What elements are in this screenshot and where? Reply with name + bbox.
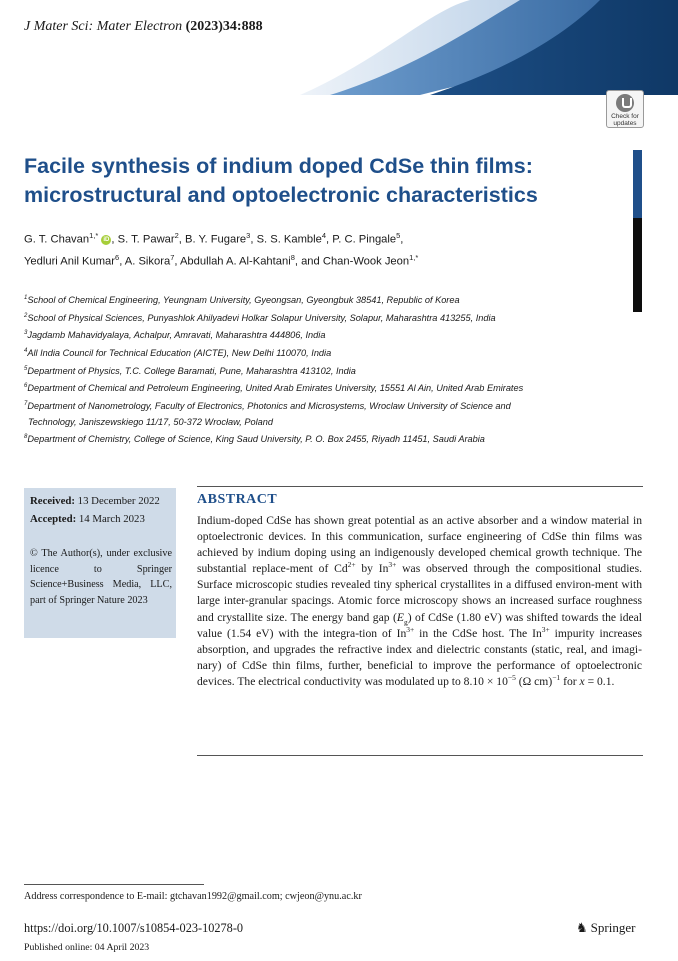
author-affiliation-marker: 1,* <box>409 252 419 262</box>
abstract-segment: impurity increases absorption, and upgrades the refractive index and dielectric constants (static, real, and imagi-nary) of CdSe thin films, further, beneficial to improve the performance of optoelectronic devices. The electrical conductivity was modulated up to 8.10 × 10 <box>197 626 642 688</box>
affiliation-number: 8 <box>24 434 28 441</box>
abstract-segment: (Ω cm) <box>515 674 553 688</box>
doi-link[interactable]: https://doi.org/10.1007/s10854-023-10278-0 <box>24 921 244 935</box>
abstract-symbol: E <box>396 610 404 624</box>
affiliation-item <box>24 326 624 344</box>
abstract-superscript: 3+ <box>388 560 397 570</box>
author-name: P. C. Pingale <box>332 233 397 246</box>
abstract-top-rule <box>197 486 643 487</box>
article-history-box <box>24 488 176 638</box>
affiliation-text: Department of Chemistry, College of Science, King Saud University, P. O. Box 2455, Riyadh 11451, Saudi Arabia <box>27 434 485 445</box>
author-affiliation-marker: 4 <box>321 231 327 240</box>
abstract-bottom-rule <box>197 755 643 756</box>
abstract-segment: = 0.1. <box>584 674 615 688</box>
author-name: Chan-Wook Jeon <box>322 255 410 268</box>
accepted-line <box>30 513 145 525</box>
orcid-icon[interactable]: iD <box>103 236 110 243</box>
affiliation-continuation <box>24 415 624 431</box>
affiliation-text: School of Physical Sciences, Punyashlok Ahilyadevi Holkar Solapur University, Solapur, Maharashtra 413255, India <box>27 312 496 323</box>
author-affiliation-marker: 8 <box>290 252 295 262</box>
accepted-date: 14 March 2023 <box>78 513 145 525</box>
author-affiliation-marker: 1,* <box>89 231 99 240</box>
author-name: A. Sikora <box>124 255 171 268</box>
abstract-text <box>197 513 642 690</box>
author-name: Abdullah A. Al-Kahtani <box>179 255 291 268</box>
author-affiliation-marker: 3 <box>246 231 251 240</box>
affiliation-item <box>24 430 624 448</box>
side-accent-bar <box>633 150 642 312</box>
abstract-segment: was observed through the compositional studies. Surface microscopic studies revealed tiny spherical crystallites in a diffused environ-ment with large inter-granular spacings. Atomic force microscopy shows an increased surface roughness and crystallite size. The energy band gap ( <box>197 562 642 624</box>
received-date: 13 December 2022 <box>77 495 160 507</box>
affiliation-text: Department of Nanometrology, Faculty of Electronics, Photonics and Microsystems, Wroclaw University of Science and <box>27 401 511 411</box>
abstract-segment: Indium-doped CdSe has shown great potential as an active absorber and a window material in optoelectronic devices. In this communication, surface engineering of CdSe thin films was achieved by indium doping using an indigenously developed chemical growth technique. The substantial replace-ment of Cd <box>197 514 642 576</box>
publisher-logo[interactable] <box>576 920 635 936</box>
author-name: Yedluri Anil Kumar <box>24 255 116 268</box>
author-affiliation-marker: 5 <box>396 231 401 240</box>
affiliation-number: 1 <box>24 295 28 301</box>
publisher-name: Springer <box>590 920 636 935</box>
affiliation-item <box>24 362 624 380</box>
abstract-subscript: g <box>403 616 408 626</box>
abstract-symbol: x <box>579 674 585 688</box>
check-for-updates-label: Check for updates <box>611 113 639 127</box>
affiliation-item <box>24 379 624 397</box>
affiliation-item <box>24 397 624 415</box>
abstract-segment: by In <box>355 562 389 576</box>
affiliation-item <box>24 309 624 327</box>
journal-citation <box>24 19 263 35</box>
accepted-label: Accepted: <box>30 513 77 525</box>
published-date: Published online: 04 April 2023 <box>24 942 150 953</box>
author-name: S. S. Kamble <box>256 233 322 246</box>
abstract-superscript: 2+ <box>347 560 356 570</box>
springer-horse-icon: ♞ <box>576 920 588 935</box>
affiliation-text: Technology, Janiszewskiego 11/17, 50-372 Wrocław, Poland <box>28 416 273 427</box>
affiliation-list <box>24 291 624 448</box>
affiliation-text: School of Chemical Engineering, Yeungnam University, Gyeongsan, Gyeongbuk 38541, Republic of Korea <box>27 295 460 306</box>
check-for-updates-badge[interactable] <box>606 90 644 128</box>
check-for-updates-icon <box>616 94 634 112</box>
abstract-segment: ) of CdSe (1.80 eV) was shifted towards the ideal value (1.54 eV) with the integra-tion of In <box>197 610 642 640</box>
footnote-rule <box>24 884 204 885</box>
affiliation-item <box>24 291 624 309</box>
affiliation-number: 6 <box>24 383 28 390</box>
received-line <box>30 495 160 507</box>
affiliation-number: 5 <box>24 365 28 372</box>
affiliation-text: Department of Chemical and Petroleum Engineering, United Arab Emirates University, 15551 Al Ain, United Arab Emirates <box>27 383 524 394</box>
author-name: B. Y. Fugare <box>185 233 247 246</box>
license-statement: © The Author(s), under exclusive licence to Springer Science+Business Media, LLC, part of Springer Nature 2023 <box>30 548 172 606</box>
journal-volume: (2023)34:888 <box>185 19 263 34</box>
affiliation-number: 3 <box>24 330 28 337</box>
affiliation-number: 2 <box>24 312 28 319</box>
abstract-segment: for <box>560 674 580 688</box>
journal-name: J Mater Sci: Mater Electron <box>24 19 183 34</box>
abstract-heading: ABSTRACT <box>197 492 278 507</box>
affiliation-text: Department of Physics, T.C. College Baramati, Pune, Maharashtra 413102, India <box>27 365 356 376</box>
abstract-segment: in the CdSe host. The In <box>414 626 542 640</box>
article-title: Facile synthesis of indium doped CdSe thin films: microstructural and optoelectronic characteristics <box>24 154 538 207</box>
correspondence-note: Address correspondence to E-mail: gtchavan1992@gmail.com; cwjeon@ynu.ac.kr <box>24 891 362 902</box>
author-name: G. T. Chavan <box>24 233 90 246</box>
affiliation-number: 4 <box>24 347 28 354</box>
abstract-superscript: −5 <box>507 673 516 683</box>
received-label: Received: <box>30 495 75 507</box>
author-affiliation-marker: 7 <box>170 252 175 262</box>
author-name: S. T. Pawar <box>117 233 175 246</box>
affiliation-number: 7 <box>24 400 28 407</box>
affiliation-item <box>24 344 624 362</box>
abstract-superscript: 3+ <box>406 624 415 634</box>
affiliation-text: All India Council for Technical Education (AICTE), New Delhi 110070, India <box>27 348 332 359</box>
affiliation-text: Jagdamb Mahavidyalaya, Achalpur, Amravati, Maharashtra 444806, India <box>27 330 326 341</box>
author-affiliation-marker: 2 <box>174 231 179 240</box>
abstract-superscript: 3+ <box>541 624 550 634</box>
author-list: G. T. Chavan$^{1,*}$ iD , S. T. Pawar$^2$, B. Y. Fugare$^3$, S. S. Kamble$^4$, P. C. Pingale$^5$, Yedluri Anil Kumar$^6$, A. Sikora$^7$, Abdullah A. Al-Kahtani$^8$, and Chan-Wook Jeon$^{1,*}$ <box>24 231 419 268</box>
author-affiliation-marker: 6 <box>115 252 120 262</box>
header-swoosh-graphic <box>0 0 678 95</box>
abstract-superscript: −1 <box>552 673 561 683</box>
